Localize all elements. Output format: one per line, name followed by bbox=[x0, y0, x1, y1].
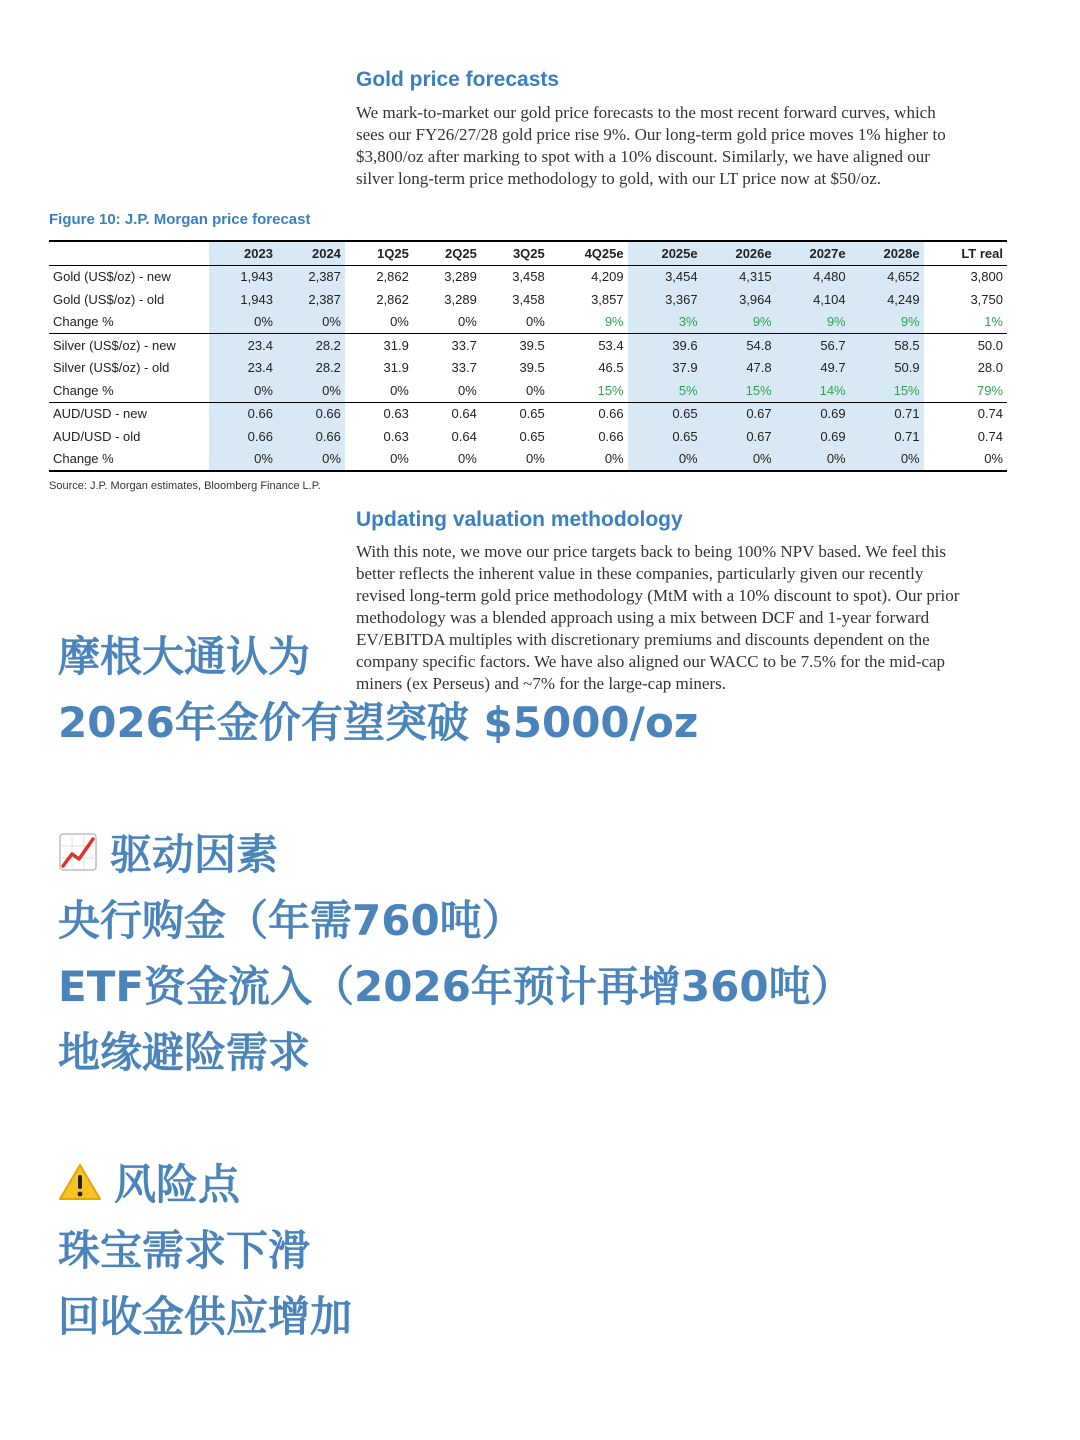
table-cell: 0% bbox=[458, 382, 477, 398]
table-cell: 0.66 bbox=[549, 402, 628, 425]
paragraph-line: methodology was a blended approach using a mix between DCF and 1-year forward bbox=[356, 608, 930, 627]
table-cell: 3,454 bbox=[628, 265, 702, 288]
table-cell: 0% bbox=[702, 448, 776, 472]
row-label: Change % bbox=[53, 451, 114, 467]
table-cell: 0% bbox=[277, 379, 345, 402]
table-cell: 4,315 bbox=[702, 265, 776, 288]
table-row bbox=[49, 402, 1007, 425]
table-cell: 0% bbox=[390, 382, 409, 398]
figure-source: Source: J.P. Morgan estimates, Bloomberg Finance L.P. bbox=[49, 480, 321, 492]
table-cell: 4,104 bbox=[776, 288, 850, 311]
row-label: Silver (US$/oz) - new bbox=[49, 334, 209, 357]
table-cell: 0.63 bbox=[383, 428, 409, 444]
table-cell: 2,387 bbox=[277, 265, 345, 288]
paragraph-line: EV/EBITDA multiples with discretionary premiums and discounts dependent on the bbox=[356, 630, 930, 649]
drivers-title-text: 驱动因素 bbox=[110, 830, 279, 879]
table-cell: 0.66 bbox=[598, 428, 624, 444]
table-cell: 0% bbox=[390, 314, 409, 330]
table-cell: 0% bbox=[277, 448, 345, 472]
table-cell: 4,209 bbox=[591, 269, 624, 285]
risks-title bbox=[58, 1160, 240, 1213]
header-cell bbox=[49, 241, 209, 265]
table-cell: 3,857 bbox=[591, 291, 624, 307]
header-cell: 2024 bbox=[277, 241, 345, 265]
table-cell: 14% bbox=[776, 379, 850, 402]
table-cell: 15% bbox=[597, 382, 624, 398]
table-cell: 54.8 bbox=[702, 334, 776, 357]
header-cell: 1Q25 bbox=[345, 241, 413, 265]
table-cell: 0% bbox=[628, 448, 702, 472]
table-cell: 49.7 bbox=[776, 357, 850, 380]
header-cell: 2023 bbox=[209, 241, 277, 265]
table-cell: 0% bbox=[525, 451, 545, 467]
table-cell: 33.7 bbox=[413, 334, 481, 357]
table-cell: 58.5 bbox=[850, 334, 924, 357]
driver-item: 央行购金（年需760吨） bbox=[58, 896, 524, 945]
table-cell: 0.66 bbox=[277, 425, 345, 448]
table-cell: 0% bbox=[390, 451, 409, 467]
gold-forecast-paragraph bbox=[356, 102, 1016, 190]
row-label: AUD/USD - new bbox=[49, 402, 209, 425]
paragraph-line: company specific factors. We have also aligned our WACC to be 7.5% for the mid-cap bbox=[356, 652, 946, 671]
paragraph-line: better reflects the inherent value in these companies, particularly given our recently bbox=[356, 564, 924, 583]
table-cell: 0% bbox=[525, 314, 545, 330]
table-cell: 3,289 bbox=[444, 269, 477, 285]
table-cell: 0.74 bbox=[977, 428, 1003, 444]
header-cell: 3Q25 bbox=[481, 241, 549, 265]
chart-increasing-icon bbox=[58, 832, 98, 883]
table-row bbox=[49, 311, 1007, 334]
table-cell: 56.7 bbox=[776, 334, 850, 357]
table-cell: 28.2 bbox=[277, 357, 345, 380]
table-cell: 53.4 bbox=[549, 334, 628, 357]
overlay-headline-line2: 2026年金价有望突破 $5000/oz bbox=[58, 698, 699, 747]
table-cell: 23.4 bbox=[209, 357, 277, 380]
table-cell: 3% bbox=[628, 311, 702, 334]
table-cell: 0% bbox=[604, 451, 624, 467]
table-cell: 79% bbox=[976, 382, 1003, 398]
table-cell: 0% bbox=[277, 311, 345, 334]
table-cell: 3,800 bbox=[970, 269, 1003, 285]
table-cell: 0.69 bbox=[776, 402, 850, 425]
figure-title: Figure 10: J.P. Morgan price forecast bbox=[49, 211, 311, 228]
table-cell: 2,387 bbox=[277, 288, 345, 311]
table-cell: 15% bbox=[702, 379, 776, 402]
table-row bbox=[49, 334, 1007, 357]
valuation-paragraph bbox=[356, 541, 1016, 695]
table-cell: 47.8 bbox=[702, 357, 776, 380]
table-cell: 2,862 bbox=[376, 269, 409, 285]
row-label: AUD/USD - old bbox=[53, 428, 141, 444]
row-label: Gold (US$/oz) - new bbox=[53, 269, 171, 285]
table-row bbox=[49, 448, 1007, 472]
table-cell: 9% bbox=[604, 314, 624, 330]
driver-item: 地缘避险需求 bbox=[58, 1028, 311, 1077]
table-cell: 0.63 bbox=[345, 402, 413, 425]
table-cell: 39.6 bbox=[628, 334, 702, 357]
table-cell: 5% bbox=[628, 379, 702, 402]
paragraph-line: We mark-to-market our gold price forecasts to the most recent forward curves, which bbox=[356, 103, 936, 122]
table-cell: 39.5 bbox=[481, 334, 549, 357]
table-cell: 0.64 bbox=[451, 428, 477, 444]
header-cell: 2Q25 bbox=[413, 241, 481, 265]
table-cell: 3,367 bbox=[628, 288, 702, 311]
header-cell: 2027e bbox=[776, 241, 850, 265]
row-label: Gold (US$/oz) - old bbox=[53, 291, 165, 307]
section-heading-gold-forecasts: Gold price forecasts bbox=[356, 68, 560, 91]
table-row bbox=[49, 265, 1007, 288]
table-cell: 15% bbox=[850, 379, 924, 402]
header-cell: 2025e bbox=[628, 241, 702, 265]
table-cell: 0.67 bbox=[702, 402, 776, 425]
row-label: Change % bbox=[53, 314, 114, 330]
table-cell: 0.67 bbox=[702, 425, 776, 448]
table-cell: 0.65 bbox=[628, 402, 702, 425]
paragraph-line: $3,800/oz after marking to spot with a 10% discount. Similarly, we have aligned our bbox=[356, 147, 930, 166]
table-cell: 0.64 bbox=[413, 402, 481, 425]
table-cell: 9% bbox=[702, 311, 776, 334]
table-cell: 39.5 bbox=[519, 360, 545, 376]
warning-icon bbox=[58, 1162, 102, 1213]
header-cell: LT real bbox=[924, 241, 1007, 265]
table-cell: 1,943 bbox=[209, 288, 277, 311]
paragraph-line: revised long-term gold price methodology (MtM with a 10% discount to spot). Our prior bbox=[356, 586, 960, 605]
row-label: Silver (US$/oz) - old bbox=[53, 360, 170, 376]
table-cell: 0.69 bbox=[776, 425, 850, 448]
table-cell: 0.71 bbox=[850, 425, 924, 448]
table-cell: 0% bbox=[458, 314, 477, 330]
table-cell: 31.9 bbox=[383, 360, 409, 376]
table-row bbox=[49, 288, 1007, 311]
header-cell: 2026e bbox=[702, 241, 776, 265]
overlay-headline-line1: 摩根大通认为 bbox=[58, 632, 311, 681]
table-cell: 0.65 bbox=[481, 402, 549, 425]
table-cell: 0% bbox=[209, 311, 277, 334]
table-cell: 0.71 bbox=[850, 402, 924, 425]
table-cell: 1,943 bbox=[209, 265, 277, 288]
paragraph-line: miners (ex Perseus) and ~7% for the large-cap miners. bbox=[356, 674, 727, 693]
table-row bbox=[49, 425, 1007, 448]
table-cell: 0% bbox=[776, 448, 850, 472]
table-cell: 2,862 bbox=[376, 291, 409, 307]
table-cell: 0.66 bbox=[209, 425, 277, 448]
table-cell: 0% bbox=[458, 451, 477, 467]
table-cell: 28.2 bbox=[277, 334, 345, 357]
risk-item: 回收金供应增加 bbox=[58, 1292, 353, 1341]
table-cell: 1% bbox=[984, 314, 1003, 330]
table-cell: 0.66 bbox=[277, 402, 345, 425]
table-cell: 3,458 bbox=[512, 291, 545, 307]
table-cell: 9% bbox=[850, 311, 924, 334]
table-cell: 0% bbox=[209, 379, 277, 402]
section-heading-valuation: Updating valuation methodology bbox=[356, 508, 683, 531]
table-cell: 50.9 bbox=[850, 357, 924, 380]
table-header-row bbox=[49, 241, 1007, 265]
header-cell: 4Q25e bbox=[549, 241, 628, 265]
table-cell: 0.65 bbox=[519, 428, 545, 444]
table-cell: 4,652 bbox=[850, 265, 924, 288]
table-cell: 0% bbox=[984, 451, 1003, 467]
table-cell: 23.4 bbox=[209, 334, 277, 357]
risk-item: 珠宝需求下滑 bbox=[58, 1226, 311, 1275]
paragraph-line: With this note, we move our price targets back to being 100% NPV based. We feel this bbox=[356, 542, 946, 561]
risks-title-text: 风险点 bbox=[114, 1160, 241, 1209]
table-cell: 0.65 bbox=[628, 425, 702, 448]
table-cell: 3,289 bbox=[444, 291, 477, 307]
row-label: Change % bbox=[53, 382, 114, 398]
table-cell: 4,249 bbox=[850, 288, 924, 311]
table-cell: 0.66 bbox=[209, 402, 277, 425]
table-cell: 0% bbox=[525, 382, 545, 398]
header-cell: 2028e bbox=[850, 241, 924, 265]
price-forecast-table bbox=[49, 240, 1007, 472]
table-cell: 3,750 bbox=[970, 291, 1003, 307]
driver-item: ETF资金流入（2026年预计再增360吨） bbox=[58, 962, 853, 1011]
table-cell: 37.9 bbox=[628, 357, 702, 380]
paragraph-line: sees our FY26/27/28 gold price rise 9%. Our long-term gold price moves 1% higher to bbox=[356, 125, 946, 144]
table-cell: 4,480 bbox=[776, 265, 850, 288]
drivers-title bbox=[58, 830, 278, 883]
table-cell: 3,964 bbox=[702, 288, 776, 311]
table-cell: 0% bbox=[209, 448, 277, 472]
table-row bbox=[49, 379, 1007, 402]
table-cell: 0.74 bbox=[924, 402, 1007, 425]
table-cell: 3,458 bbox=[512, 269, 545, 285]
table-cell: 50.0 bbox=[924, 334, 1007, 357]
table-cell: 9% bbox=[776, 311, 850, 334]
table-cell: 46.5 bbox=[598, 360, 624, 376]
table-cell: 31.9 bbox=[345, 334, 413, 357]
table-row bbox=[49, 357, 1007, 380]
table-cell: 28.0 bbox=[977, 360, 1003, 376]
paragraph-line: silver long-term price methodology to gold, with our LT price now at $50/oz. bbox=[356, 169, 882, 188]
table-cell: 33.7 bbox=[451, 360, 477, 376]
table-cell: 0% bbox=[850, 448, 924, 472]
